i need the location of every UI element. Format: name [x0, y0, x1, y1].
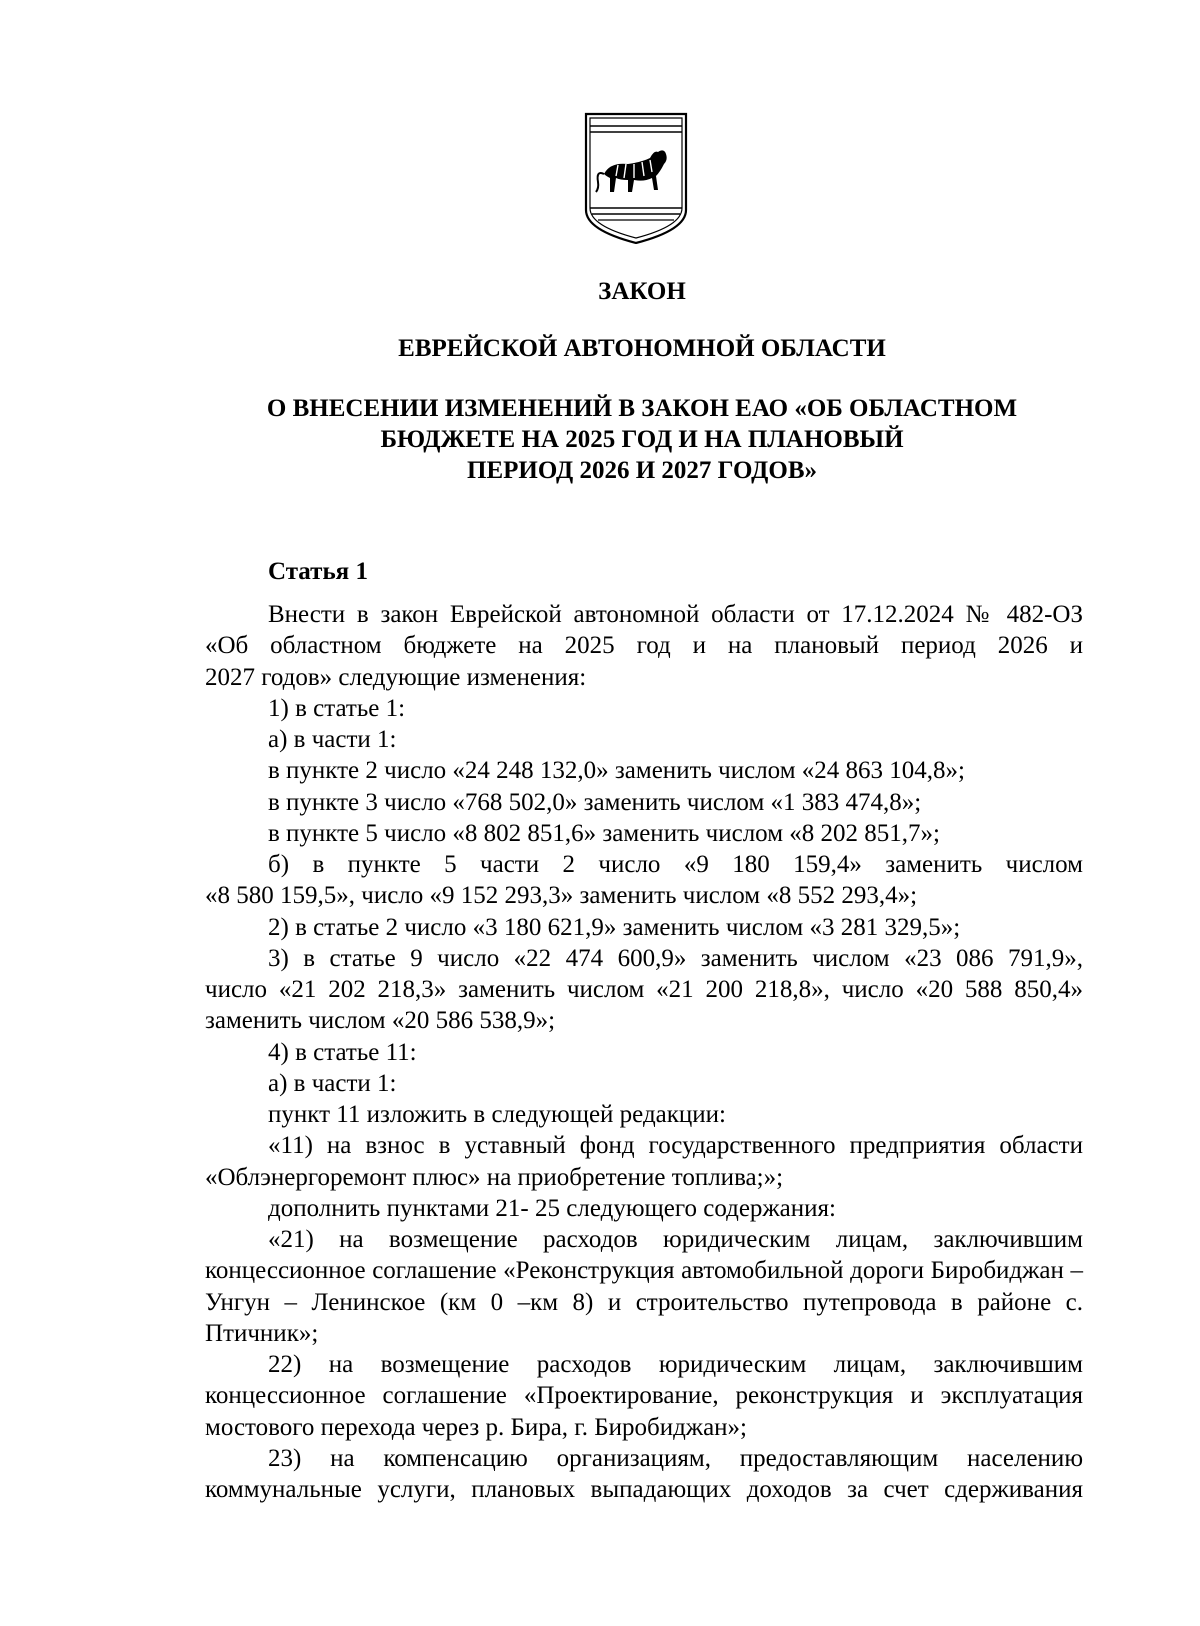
paragraph: заменить числом «20 586 538,9»; — [205, 1007, 556, 1035]
paragraph: 4) в статье 11: — [268, 1038, 417, 1066]
paragraph: дополнить пунктами 21- 25 следующего содержания: — [268, 1194, 836, 1222]
paragraph: «Облэнергоремонт плюс» на приобретение топлива;»; — [205, 1163, 784, 1191]
law-title: ЗАКОН — [598, 278, 686, 305]
paragraph: 1) в статье 1: — [268, 694, 406, 722]
paragraph: «11) на взнос в уставный фонд государственного предприятия области — [268, 1132, 1083, 1160]
paragraph: б) в пункте 5 части 2 число «9 180 159,4» заменить числом — [268, 851, 1083, 878]
paragraph: пункт 11 изложить в следующей редакции: — [268, 1101, 726, 1128]
paragraph: «21) на возмещение расходов юридическим лицам, заключившим концессионное соглашение «Реконструкция автомобильной дороги Биробиджан – Унгун – Ленинское (км 0 –км 8) и строительство путепровода в районе с. Птичник»; — [205, 1226, 1083, 1347]
region-name: ЕВРЕЙСКОЙ АВТОНОМНОЙ ОБЛАСТИ — [398, 335, 886, 362]
paragraph: 2027 годов» следующие изменения: — [205, 663, 587, 691]
paragraph: «Об областном бюджете на 2025 год и на плановый период 2026 и — [205, 632, 1083, 660]
paragraph: в пункте 5 число «8 802 851,6» заменить числом «8 202 851,7»; — [268, 819, 940, 847]
paragraph: в пункте 2 число «24 248 132,0» заменить числом «24 863 104,8»; — [268, 757, 965, 785]
paragraph: а) в части 1: — [268, 1069, 397, 1097]
paragraph: 2) в статье 2 число «3 180 621,9» заменить числом «3 281 329,5»; — [268, 913, 961, 941]
paragraph: Внести в закон Еврейской автономной области от 17.12.2024 № 482-ОЗ — [268, 601, 1083, 628]
law-subject — [0, 393, 1200, 486]
paragraph: число «21 202 218,3» заменить числом «21 200 218,8», число «20 588 850,4» — [205, 976, 1083, 1003]
article-body — [205, 599, 1083, 1505]
paragraph: «8 580 159,5», число «9 152 293,3» заменить числом «8 552 293,4»; — [205, 882, 918, 910]
law-subject-line: О ВНЕСЕНИИ ИЗМЕНЕНИЙ В ЗАКОН ЕАО «ОБ ОБЛАСТНОМ — [266, 395, 1018, 422]
paragraph: 3) в статье 9 число «22 474 600,9» заменить числом «23 086 791,9», — [268, 944, 1083, 972]
paragraph: 22) на возмещение расходов юридическим лицам, заключившим концессионное соглашение «Проектирование, реконструкция и эксплуатация мостового перехода через р. Бира, г. Биробиджан»; — [205, 1351, 1083, 1441]
law-subject-line: ПЕРИОД 2026 И 2027 ГОДОВ» — [467, 457, 817, 484]
tiger-coat-of-arms-icon — [584, 112, 688, 244]
paragraph: 23) на компенсацию организациям, предоставляющим населению коммунальные услуги, плановых выпадающих доходов за счет сдерживания — [205, 1444, 1083, 1503]
paragraph: в пункте 3 число «768 502,0» заменить числом «1 383 474,8»; — [268, 788, 922, 816]
paragraph: а) в части 1: — [268, 726, 397, 753]
article-heading: Статья 1 — [268, 558, 368, 585]
law-subject-line: БЮДЖЕТЕ НА 2025 ГОД И НА ПЛАНОВЫЙ — [380, 426, 904, 453]
